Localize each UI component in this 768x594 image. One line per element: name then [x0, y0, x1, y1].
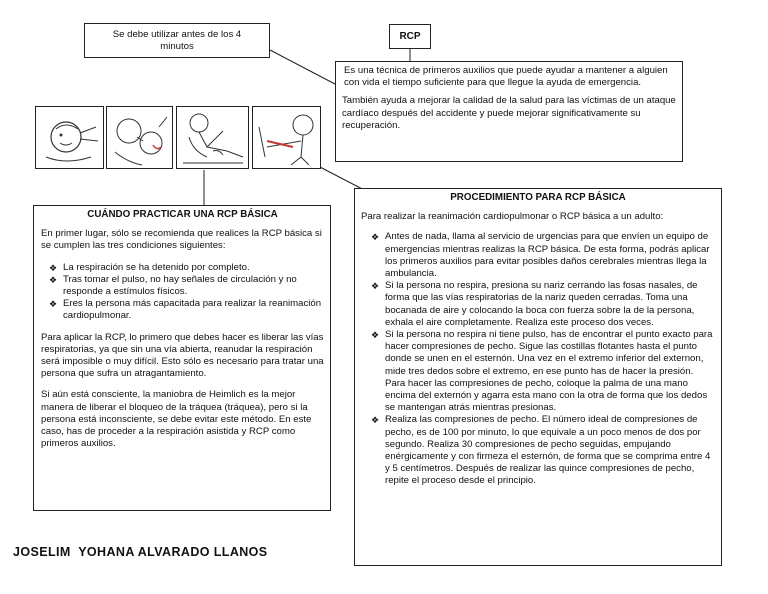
procedimiento-box: [354, 188, 722, 566]
procedimiento-title: PROCEDIMIENTO PARA RCP BÁSICA: [450, 192, 626, 203]
illustration-rescuer-breath: [106, 106, 173, 169]
list-item: ❖ La respiración se ha detenido por completo.: [47, 262, 324, 274]
cuando-title: CUÁNDO PRACTICAR UNA RCP BÁSICA: [87, 209, 278, 220]
definition-box: [335, 61, 683, 162]
cuando-p3: Si aún está consciente, la maniobra de Heimlich es la mejor manera de liberar el bloqueo de la tráquea (tráquea), pero si la persona está inconsciente, se debe evitar este método. En este caso, has de proceder a la respiración asistida y RCP como primeros auxilios.: [41, 389, 312, 450]
list-item: ❖ Si la persona no respira, presiona su nariz cerrando las fosas nasales, de forma que las vías respiratorias de la nariz queden cerradas. Toma una bocanada de aire y colocando la boca con fuerza sobre la de la persona, exhala el aire completamente. Realiza este proceso dos veces.: [369, 280, 715, 329]
note-text: Se debe utilizar antes de los 4 minutos: [112, 29, 242, 53]
procedimiento-intro: Para realizar la reanimación cardiopulmonar o RCP básica a un adulto:: [361, 211, 664, 223]
chest-compression-icon: [177, 107, 248, 168]
illustration-compression: [176, 106, 249, 169]
rcp-title-box: [389, 24, 431, 49]
victim-head-tilt-icon: [36, 107, 103, 168]
cuando-p2: Para aplicar la RCP, lo primero que debes hacer es liberar las vías respiratorias, ya que sin una vía abierta, reanudar la respiración será imposible o muy difícil. Esto sólo es necesario para tratar una persona que sufra un atragantamiento.: [41, 331, 324, 380]
list-item: ❖ Realiza las compresiones de pecho. El número ideal de compresiones de pecho, es de 100 por minuto, lo que equivale a un poco menos de dos por segundo. Realiza 30 compresiones de pecho seguidas, empujando enérgicamente y con firmeza el esternón, de forma que se comprima entre 4 y 5 centímetros. Después de realizar las quince compresiones de pecho, repite el proceso desde el principio.: [369, 414, 715, 487]
list-item: ❖ Antes de nada, llama al servicio de urgencias para que envíen un equipo de emergencias mientras realizas la RCP básica. De esta forma, podrás aplicar los primeros auxilios para evitar posibles daños cerebrales mientras llega la ambulancia.: [369, 231, 715, 280]
list-item: ❖ Tras tomar el pulso, no hay señales de circulación y no responde a estímulos físicos.: [47, 274, 324, 298]
pulse-check-icon: [253, 107, 320, 168]
definition-p2: También ayuda a mejorar la calidad de la salud para las víctimas de un ataque cardíaco después del accidente y puede mejorar significativamente su recuperación.: [342, 95, 676, 131]
illustration-pulse-check: [252, 106, 321, 169]
cuando-intro: En primer lugar, sólo se recomienda que realices la RCP básica si se cumplen las tres condiciones siguientes:: [41, 228, 322, 252]
list-item: ❖ Si la persona no respira ni tiene pulso, has de encontrar el punto exacto para hacer compresiones de pecho. Sigue las costillas flotantes hasta el punto donde se unen en el esternón. Una vez en el extremo inferior del externon, mide tres dedos sobre el extremo, en ese punto has de hacer la presión. Para hacer las compresiones de pecho, coloque la palma de una mano encima del externón y agarra esta mano con la otra de forma que los dedos se mantengan atrás mientras presionas.: [369, 329, 715, 414]
cuando-box: [33, 205, 331, 511]
definition-p1: Es una técnica de primeros auxilios que puede ayudar a mantener a alguien con vida el tiempo suficiente para que llegue la ayuda de emergencia.: [344, 65, 668, 89]
rcp-title: RCP: [399, 31, 421, 42]
author-name: JOSELIM YOHANA ALVARADO LLANOS: [13, 545, 268, 559]
conditions-list: [47, 262, 324, 323]
list-item: ❖ Eres la persona más capacitada para realizar la reanimación cardiopulmonar.: [47, 298, 324, 322]
rescuer-breath-icon: [107, 107, 172, 168]
note-box: [84, 23, 270, 58]
illustration-head-tilt: [35, 106, 104, 169]
steps-list: [369, 231, 715, 487]
